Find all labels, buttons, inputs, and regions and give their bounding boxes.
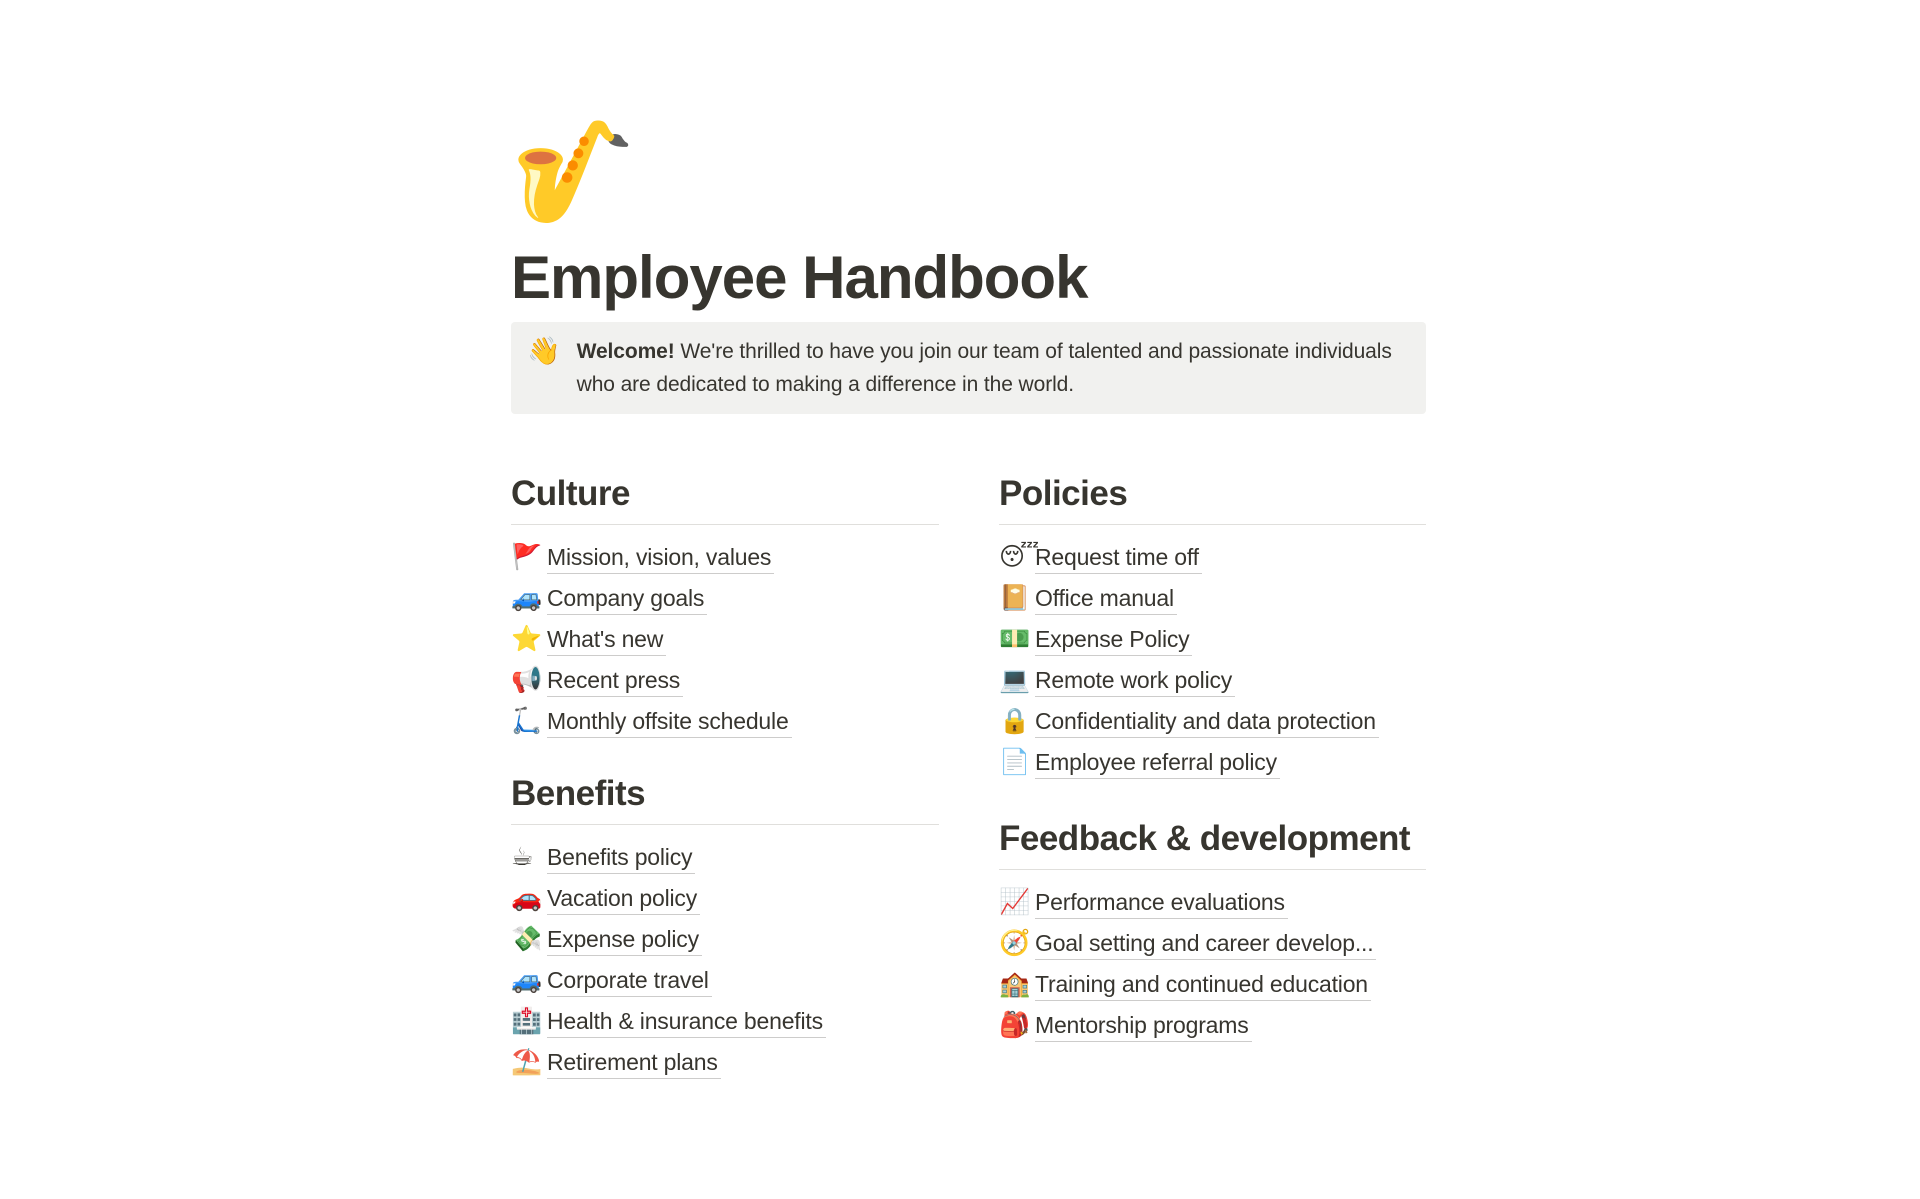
section-divider	[999, 869, 1426, 870]
triangular-flag-icon: 🚩	[511, 543, 543, 571]
page-link-label: Benefits policy	[547, 842, 695, 874]
page-link-remote-work-policy[interactable]	[999, 660, 1426, 701]
section-benefits	[511, 770, 939, 1083]
section-divider	[511, 824, 939, 825]
backpack-icon: 🎒	[999, 1011, 1031, 1039]
star-icon: ⭐	[511, 625, 543, 653]
page-link-expense-policy[interactable]	[999, 619, 1426, 660]
page-link-what-s-new[interactable]	[511, 619, 939, 660]
waving-hand-icon: 👋	[527, 336, 561, 366]
page-link-benefits-policy[interactable]	[511, 837, 939, 878]
notebook-icon: 📔	[999, 584, 1031, 612]
page-link-health-insurance-benefits[interactable]	[511, 1001, 939, 1042]
page-link-list-policies	[999, 537, 1426, 783]
page-link-label: Expense policy	[547, 924, 702, 956]
compass-icon: 🧭	[999, 929, 1031, 957]
chart-increasing-icon: 📈	[999, 888, 1031, 916]
page-facing-up-icon: 📄	[999, 748, 1031, 776]
section-feedback	[999, 815, 1426, 1046]
page-link-label: Confidentiality and data protection	[1035, 706, 1379, 738]
welcome-callout-text	[577, 335, 1410, 401]
page-link-performance-evaluations[interactable]	[999, 882, 1426, 923]
section-divider	[511, 524, 939, 525]
laptop-icon: 💻	[999, 666, 1031, 694]
two-column-layout	[511, 470, 1426, 1083]
page-link-office-manual[interactable]	[999, 578, 1426, 619]
page-link-label: Expense Policy	[1035, 624, 1192, 656]
page-link-label: Employee referral policy	[1035, 747, 1280, 779]
blue-car-icon: 🚙	[511, 584, 543, 612]
page-link-label: Goal setting and career develop...	[1035, 928, 1376, 960]
page-link-expense-policy[interactable]	[511, 919, 939, 960]
welcome-callout-bold: Welcome!	[576, 340, 675, 363]
beach-umbrella-icon: ⛱️	[511, 1048, 543, 1076]
school-icon: 🏫	[999, 970, 1031, 998]
page-link-label: Health & insurance benefits	[547, 1006, 826, 1038]
content-column-left	[511, 470, 939, 1083]
content-column-right	[999, 470, 1426, 1083]
section-heading-benefits: Benefits	[511, 774, 646, 813]
page-link-request-time-off[interactable]	[999, 537, 1426, 578]
page-link-monthly-offsite-schedule[interactable]	[511, 701, 939, 742]
page-link-label: Company goals	[547, 583, 707, 615]
coffee-cup-icon: ☕	[511, 843, 534, 871]
page-link-label: Recent press	[547, 665, 683, 697]
loudspeaker-icon: 📢	[511, 666, 543, 694]
page-link-label: Office manual	[1035, 583, 1177, 615]
page-link-training-and-continued-education[interactable]	[999, 964, 1426, 1005]
page-title: Employee Handbook	[511, 244, 1088, 311]
welcome-callout-body: We're thrilled to have you join our team of talented and passionate individuals who are dedicated to making a difference in the world.	[576, 340, 1392, 396]
page-link-label: Request time off	[1035, 542, 1202, 574]
page-link-label: Monthly offsite schedule	[547, 706, 792, 738]
page-link-label: Retirement plans	[547, 1047, 721, 1079]
page-link-confidentiality-and-data-protection[interactable]	[999, 701, 1426, 742]
page-link-mentorship-programs[interactable]	[999, 1005, 1426, 1046]
kick-scooter-icon: 🛴	[511, 707, 543, 735]
section-heading-culture: Culture	[511, 474, 630, 513]
page-link-label: Mission, vision, values	[547, 542, 774, 574]
section-heading-policies: Policies	[999, 474, 1128, 513]
sleeping-face-icon: 😴	[999, 543, 1040, 571]
money-with-wings-icon: 💸	[511, 925, 543, 953]
section-heading-feedback: Feedback & development	[999, 819, 1411, 858]
page-link-label: Corporate travel	[547, 965, 712, 997]
welcome-callout	[511, 322, 1426, 414]
section-culture	[511, 470, 939, 742]
blue-car-icon: 🚙	[511, 966, 543, 994]
page-link-retirement-plans[interactable]	[511, 1042, 939, 1083]
page-link-label: Training and continued education	[1035, 969, 1371, 1001]
page-link-label: Vacation policy	[547, 883, 700, 915]
page-link-label: Performance evaluations	[1035, 887, 1288, 919]
page-link-goal-setting-and-career-develop[interactable]	[999, 923, 1426, 964]
page-link-vacation-policy[interactable]	[511, 878, 939, 919]
page-link-list-culture	[511, 537, 939, 742]
page-link-mission-vision-values[interactable]	[511, 537, 939, 578]
lock-icon: 🔒	[999, 707, 1031, 735]
saxophone-icon[interactable]: 🎷	[511, 116, 636, 228]
page-link-label: Remote work policy	[1035, 665, 1235, 697]
dollar-banknote-icon: 💵	[999, 625, 1031, 653]
page-link-list-feedback	[999, 882, 1426, 1046]
page-link-label: Mentorship programs	[1035, 1010, 1252, 1042]
notion-page-content	[511, 0, 1426, 1083]
section-policies	[999, 470, 1426, 783]
page-link-company-goals[interactable]	[511, 578, 939, 619]
hospital-icon: 🏥	[511, 1007, 543, 1035]
page-link-list-benefits	[511, 837, 939, 1083]
red-car-icon: 🚗	[511, 884, 543, 912]
section-divider	[999, 524, 1426, 525]
page-link-label: What's new	[547, 624, 666, 656]
page-link-employee-referral-policy[interactable]	[999, 742, 1426, 783]
page-link-recent-press[interactable]	[511, 660, 939, 701]
page-link-corporate-travel[interactable]	[511, 960, 939, 1001]
